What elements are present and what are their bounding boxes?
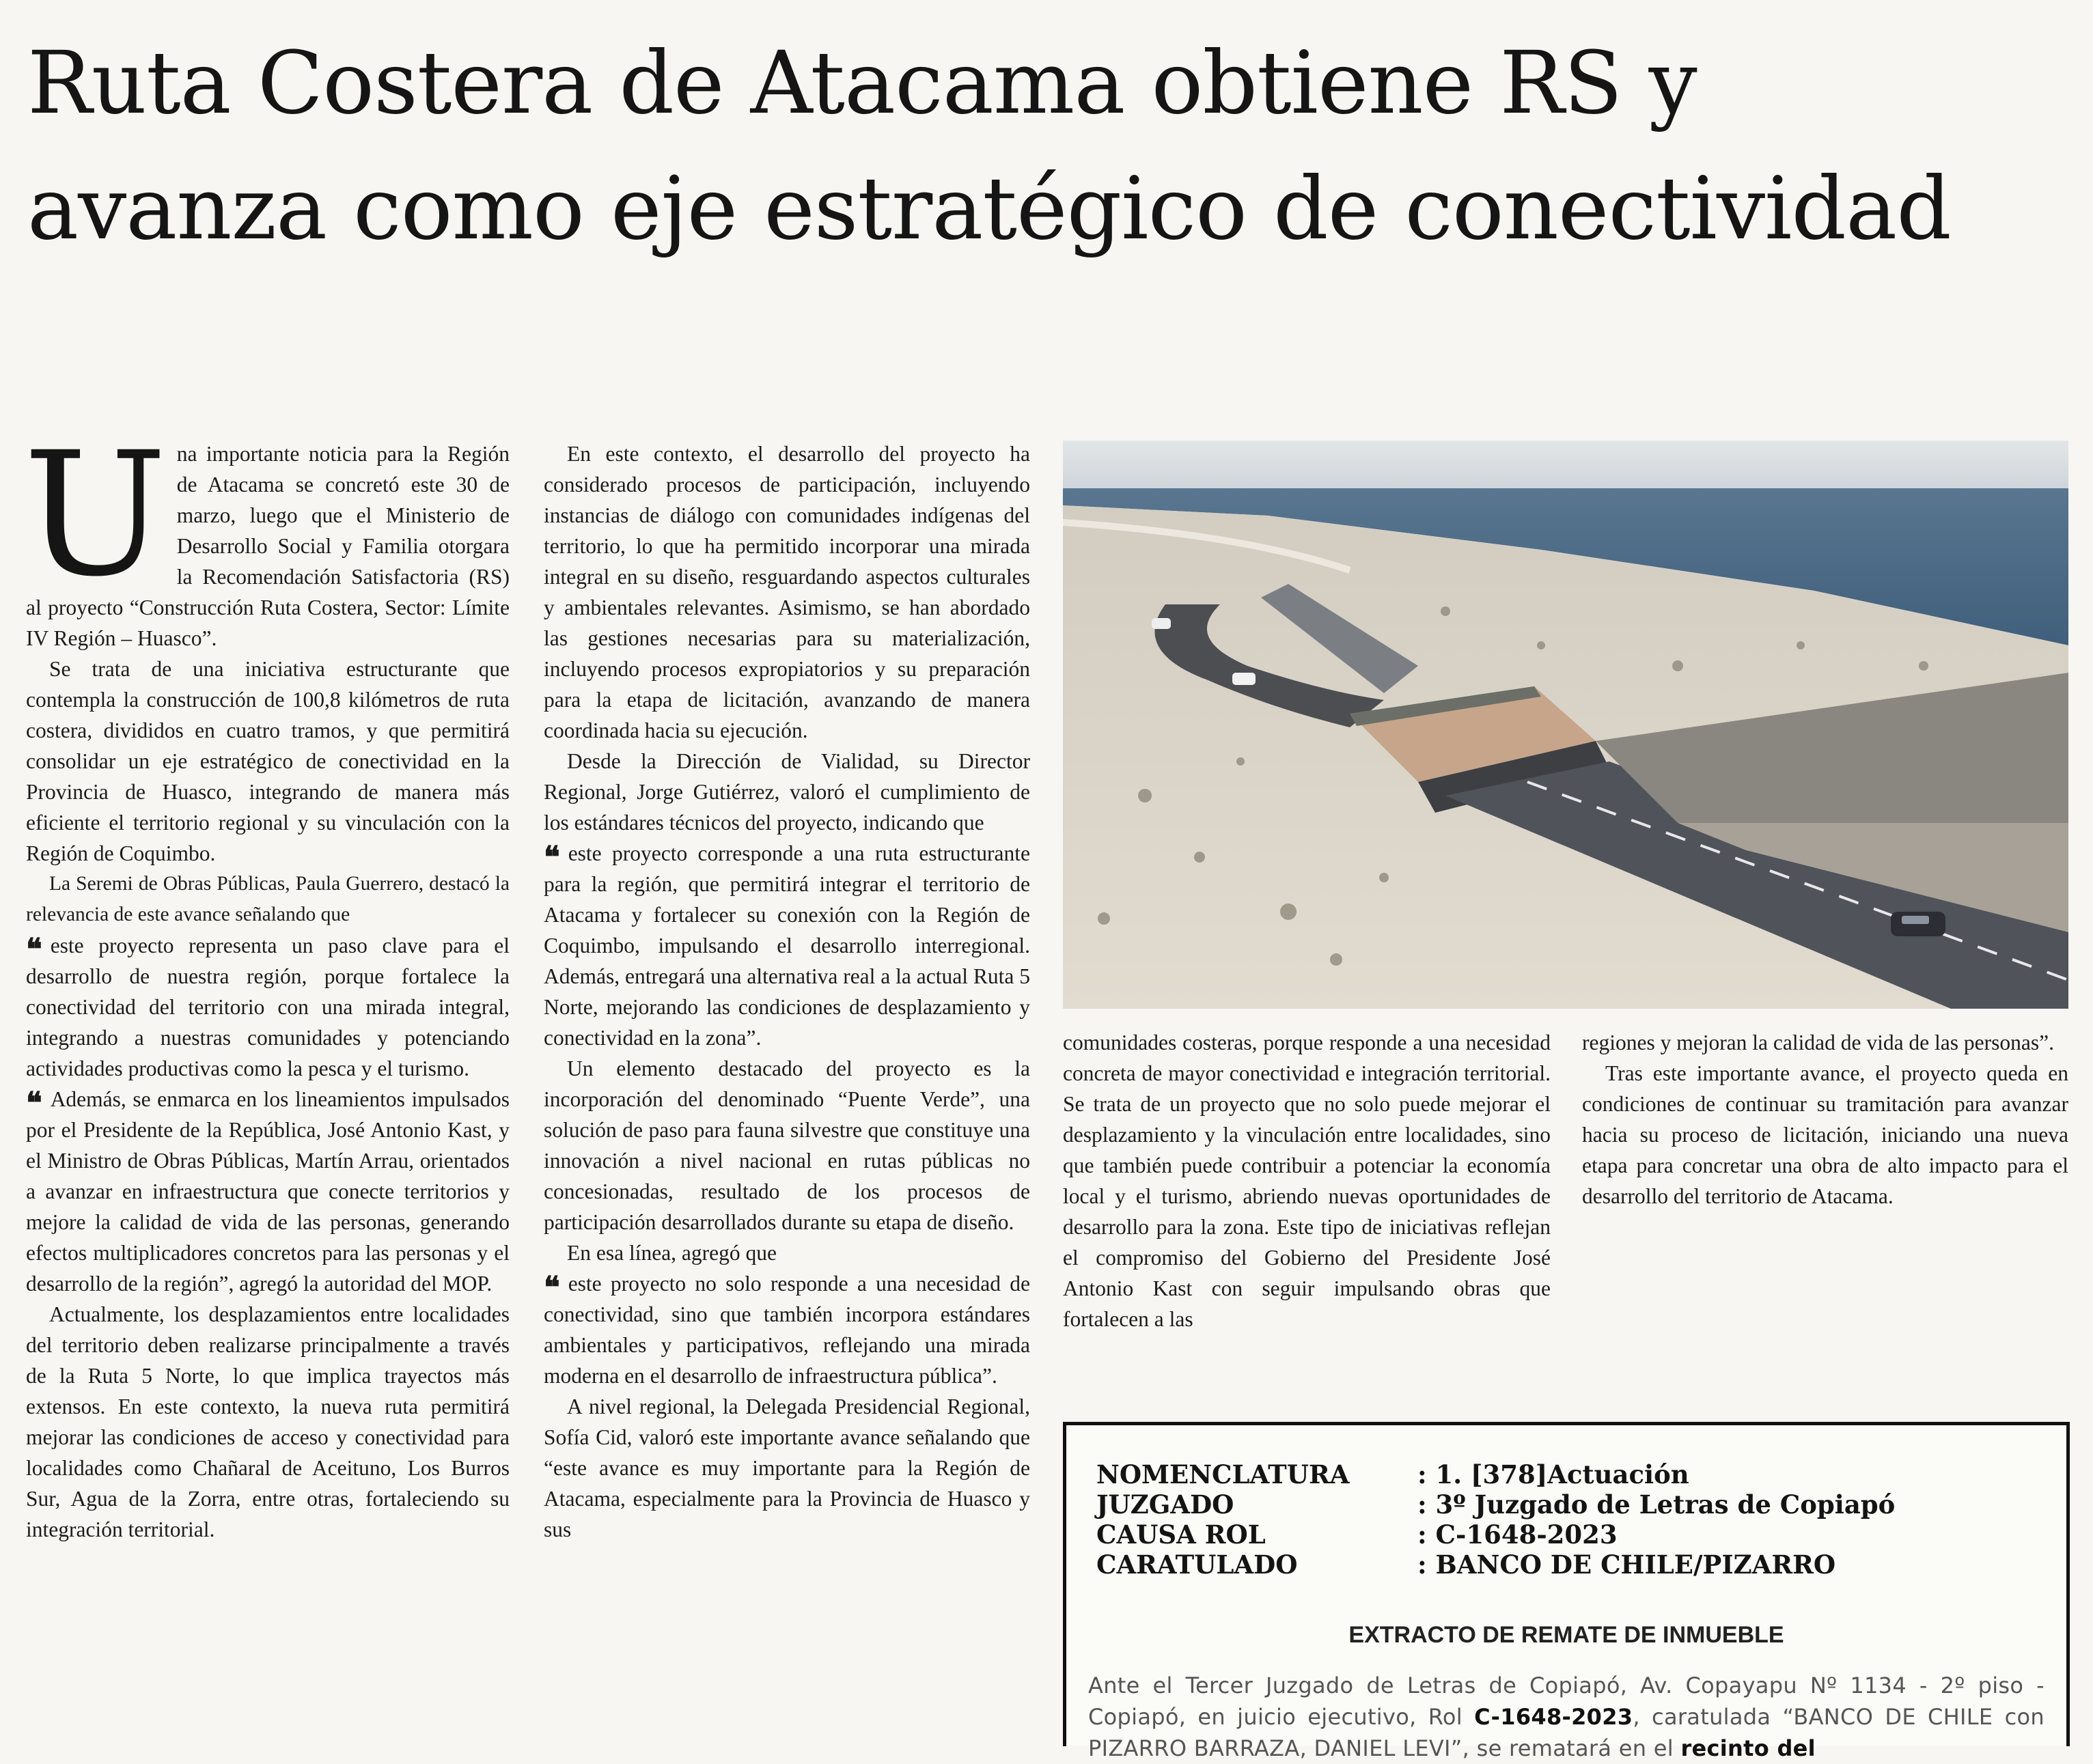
notice-row-value: : C-1648-2023 (1417, 1520, 1618, 1550)
paragraph: Desde la Dirección de Vialidad, su Director Regional, Jorge Gutiérrez, valoró el cumplimiento de los estándares técnicos del proyecto, indicando que (544, 749, 1030, 835)
notice-row (1096, 1550, 1895, 1580)
paragraph: Tras este importante avance, el proyecto queda en condiciones de continuar su tramitación para avanzar hacia su proceso de licitación, iniciando una nueva etapa para concretar una obra de alto impacto para el desarrollo del territorio de Atacama. (1582, 1061, 2068, 1208)
notice-row-key: CARATULADO (1096, 1550, 1298, 1580)
notice-row-key: NOMENCLATURA (1096, 1459, 1350, 1489)
notice-row-value: : BANCO DE CHILE/PIZARRO (1417, 1550, 1836, 1580)
paragraph: En este contexto, el desarrollo del proyecto ha considerado procesos de participación, incluyendo instancias de diálogo con comunidades indígenas del territorio, lo que ha permitido incorporar una mirada integral en su diseño, resguardando aspectos culturales y ambientales relevantes. Asimismo, se han abordado las gestiones necesarias para su materialización, incluyendo procesos expropiatorios y su preparación para la etapa de licitación, avanzando de manera coordinada hacia su ejecución. (544, 442, 1030, 742)
paragraph: Se trata de una iniciativa estructurante que contempla la construcción de 100,8 kilómetros de ruta costera, divididos en cuatro tramos, y que permitirá consolidar un eje estratégico de conectividad en la Provincia de Huasco, integrando de manera más eficiente el territorio regional y su vinculación con la Región de Coquimbo. (26, 657, 510, 865)
notice-header-table (1096, 1459, 1895, 1580)
quote-paragraph: ❝ este proyecto no solo responde a una necesidad de conectividad, sino que también incorpora estándares ambientales y participativos, reflejando una mirada moderna en el desarrollo de infraestructura pública”. (544, 1270, 1030, 1388)
notice-row (1096, 1489, 1895, 1520)
notice-row-key: JUZGADO (1096, 1489, 1234, 1520)
paragraph: Una importante noticia para la Región de Atacama se concretó este 30 de marzo, luego que el Ministerio de Desarrollo Social y Familia otorgara la Recomendación Satisfactoria (RS) al proyecto “Construcción Ruta Costera, Sector: Límite IV Región – Huasco”. (23, 415, 510, 650)
quote-paragraph: ❝ este proyecto representa un paso clave para el desarrollo de nuestra región, porque fortalece la conectividad del territorio con una mirada integral, integrando a nuestras comunidades y potenciando actividades productivas como la pesca y el turismo. (26, 932, 510, 1080)
notice-row-value: : 1. [378]Actuación (1417, 1459, 1689, 1489)
quote-paragraph: ❝ este proyecto corresponde a una ruta estructurante para la región, que permitirá integrar el territorio de Atacama y fortalecer su conexión con la Región de Coquimbo, impulsando el desarrollo interregional. Además, entregará una alternativa real a la actual Ruta 5 Norte, mejorando las condiciones de desplazamiento y conectividad en la zona”. (544, 840, 1030, 1050)
paragraph: regiones y mejoran la calidad de vida de las personas”. (1582, 1031, 2054, 1054)
road-rendering-photo (1063, 440, 2068, 1009)
quote-mark-icon: ❝ (544, 840, 560, 875)
quote-paragraph: ❝ Además, se enmarca en los lineamientos impulsados por el Presidente de la República, José Antonio Kast, y el Ministro de Obras Públicas, Martín Arrau, orientados a avanzar en infraestructura que conecte territorios y mejore la calidad de vida de las personas, generando efectos multiplicadores concretos para las personas y el desarrollo de la región”, agregó la autoridad del MOP. (26, 1086, 510, 1296)
notice-row-value: : 3º Juzgado de Letras de Copiapó (1417, 1489, 1896, 1520)
article-column-3 (1063, 1027, 1551, 1334)
quote-mark-icon: ❝ (26, 1086, 42, 1121)
paragraph: comunidades costeras, porque responde a una necesidad concreta de mayor conectividad e integración territorial. Se trata de un proyecto que no solo puede mejorar el desplazamiento y la vinculación entre localidades, sino que también puede contribuir a potenciar la economía local y el turismo, abriendo nuevas oportunidades de desarrollo para la zona. Este tipo de iniciativas reflejan el compromiso del Gobierno del Presidente José Antonio Kast con seguir impulsando obras que fortalecen a las (1063, 1031, 1551, 1331)
drop-cap: U (23, 415, 167, 614)
article-column-1 (23, 415, 510, 1545)
notice-text: Ante el Tercer Juzgado de Letras de Copiapó, Av. Copayapu Nº 1134 - 2º piso - Copiapó, en juicio ejecutivo, Rol C-1648-2023, caratulada “BANCO DE CHILE con PIZARRO BARRAZA, DANIEL LEVI”, se rematará en el recinto del (1088, 1672, 2045, 1761)
quote-mark-icon: ❝ (26, 932, 42, 967)
paragraph: Un elemento destacado del proyecto es la incorporación del denominado “Puente Verde”, una solución de paso para fauna silvestre que constituye una innovación a nivel nacional en rutas públicas no concesionadas, resultado de los procesos de participación desarrollados durante su etapa de diseño. (544, 1056, 1030, 1234)
paragraph: Actualmente, los desplazamientos entre localidades del territorio deben realizarse principalmente a través de la Ruta 5 Norte, lo que implica trayectos más extensos. En este contexto, la nueva ruta permitirá mejorar las condiciones de acceso y conectividad para localidades como Chañaral de Aceituno, Los Burros Sur, Agua de la Zorra, entre otras, fortaleciendo su integración territorial. (26, 1302, 510, 1541)
notice-row-key: CAUSA ROL (1096, 1520, 1266, 1550)
coastal-highway-illustration (1063, 440, 2068, 1009)
headline: Ruta Costera de Atacama obtiene RS y avanza como eje estratégico de conectividad (27, 33, 1951, 259)
notice-row (1096, 1459, 1895, 1489)
article-column-2 (544, 438, 1030, 1545)
paragraph: En esa línea, agregó que (567, 1241, 777, 1265)
quote-mark-icon: ❝ (544, 1270, 560, 1305)
paragraph: A nivel regional, la Delegada Presidencial Regional, Sofía Cid, valoró este importante avance señalando que “este avance es muy importante para la Región de Atacama, especialmente para la Provincia de Huasco y sus (544, 1395, 1030, 1541)
legal-notice-box (1063, 1422, 2070, 1761)
article-column-4 (1582, 1027, 2068, 1212)
paragraph: La Seremi de Obras Públicas, Paula Guerrero, destacó la relevancia de este avance señalando que (26, 873, 510, 925)
notice-row (1096, 1520, 1895, 1550)
notice-title: EXTRACTO DE REMATE DE INMUEBLE (1348, 1622, 1784, 1648)
